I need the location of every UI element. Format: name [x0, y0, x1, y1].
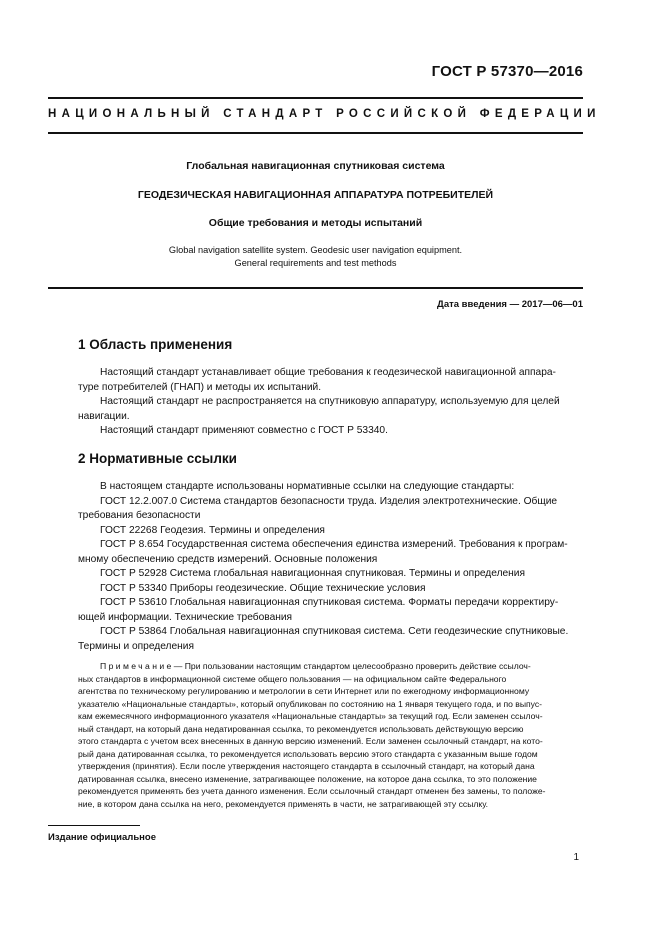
reference-line: мному обеспечению средств измерений. Основные положения — [78, 553, 378, 565]
standard-code: ГОСТ Р 57370—2016 — [431, 63, 583, 80]
note-line: ный стандарт, на который дана недатированная ссылка, то рекомендуется использовать действующую версию — [78, 723, 524, 734]
section-1-body — [78, 366, 583, 439]
banner-rule — [48, 132, 583, 134]
note-line: этого стандарта с учетом всех внесенных в данную версию изменений. Если заменен ссылочный стандарт, на кото- — [78, 736, 543, 746]
reference-line: ГОСТ 12.2.007.0 Система стандартов безопасности труда. Изделия электротехнические. Общие — [100, 495, 558, 507]
english-title-line: Global navigation satellite system. Geodesic user navigation equipment. — [168, 245, 463, 255]
section-2-body — [78, 480, 583, 654]
reference-line: В настоящем стандарте использованы нормативные ссылки на следующие стандарты: — [100, 481, 515, 492]
reference-line: ГОСТ Р 52928 Система глобальная навигационная спутниковая. Термины и определения — [100, 568, 526, 579]
note-line: ние, в котором дана ссылка на него, рекомендуется применять в части, не затрагивающей эту ссылку. — [78, 798, 489, 809]
text-line: туре потребителей (ГНАП) и методы их испытаний. — [78, 381, 322, 393]
section-1-heading: 1 Область применения — [78, 337, 233, 352]
note-line: кам ежемесячного информационного указателя «Национальные стандарты» за текущий год. Если заменен ссылоч- — [78, 711, 543, 721]
footer-rule — [48, 825, 140, 826]
reference-line: ГОСТ 22268 Геодезия. Термины и определения — [100, 524, 325, 536]
page-number: 1 — [573, 852, 579, 863]
reference-line: требования безопасности — [78, 510, 201, 521]
note-block — [78, 660, 583, 810]
note-line: рый дана датированная ссылка, то рекомендуется использовать версию этого стандарта с указанным выше годом — [78, 748, 538, 759]
sub-title: Общие требования и методы испытаний — [208, 217, 423, 229]
section-2-heading: 2 Нормативные ссылки — [78, 451, 237, 466]
note-line: утверждения (принятия). Если после утверждения настоящего стандарта в ссылочный стандарт, на который дана — [78, 761, 535, 771]
text-line: Настоящий стандарт не распространяется на спутниковую аппаратуру, используемую для целей — [100, 396, 560, 407]
note-line: датированная ссылка, внесено изменение, затрагивающее положение, на которое дана ссылка, то это положение — [78, 773, 537, 784]
note-label: Примечание — [100, 661, 174, 671]
main-title: ГЕОДЕЗИЧЕСКАЯ НАВИГАЦИОННАЯ АППАРАТУРА ПОТРЕБИТЕЛЕЙ — [137, 189, 494, 201]
reference-line: ющей информации. Технические требования — [78, 611, 293, 623]
reference-line: ГОСТ Р 53340 Приборы геодезические. Общие технические условия — [100, 582, 426, 594]
title-rule — [48, 287, 583, 289]
english-title — [48, 244, 583, 270]
top-rule — [48, 97, 583, 99]
note-line — [78, 660, 583, 673]
reference-line: ГОСТ Р 53864 Глобальная навигационная спутниковая система. Сети геодезические спутниковые. — [100, 626, 569, 637]
english-title-line: General requirements and test methods — [234, 258, 397, 268]
text-line: Настоящий стандарт устанавливает общие требования к геодезической навигационной аппара- — [100, 367, 556, 378]
series-title: Глобальная навигационная спутниковая система — [186, 160, 445, 172]
text-line: Настоящий стандарт применяют совместно с ГОСТ Р 53340. — [100, 425, 388, 436]
official-edition-label: Издание официальное — [48, 832, 156, 843]
reference-line: ГОСТ Р 53610 Глобальная навигационная спутниковая система. Форматы передачи корректиру- — [100, 597, 559, 608]
national-standard-banner: НАЦИОНАЛЬНЫЙ СТАНДАРТ РОССИЙСКОЙ ФЕДЕРАЦИИ — [48, 108, 601, 120]
note-text: — При пользовании настоящим стандартом целесообразно проверить действие ссылоч- — [173, 661, 531, 671]
reference-line: Термины и определения — [78, 640, 194, 652]
reference-line: ГОСТ Р 8.654 Государственная система обеспечения единства измерений. Требования к програм- — [100, 539, 568, 550]
text-line: навигации. — [78, 410, 130, 422]
note-line: указателю «Национальные стандарты», который опубликован по состоянию на 1 января текущего года, и по выпус- — [78, 698, 543, 709]
introduction-date: Дата введения — 2017—06—01 — [437, 299, 583, 310]
note-line: ных стандартов в информационной системе общего пользования — на официальном сайте Федерального — [78, 673, 507, 684]
note-line: агентства по техническому регулированию и метрологии в сети Интернет или по ежегодному информационному — [78, 686, 530, 696]
note-line: рекомендуется применять без учета данного изменения. Если ссылочный стандарт отменен без замены, то положе- — [78, 786, 546, 796]
